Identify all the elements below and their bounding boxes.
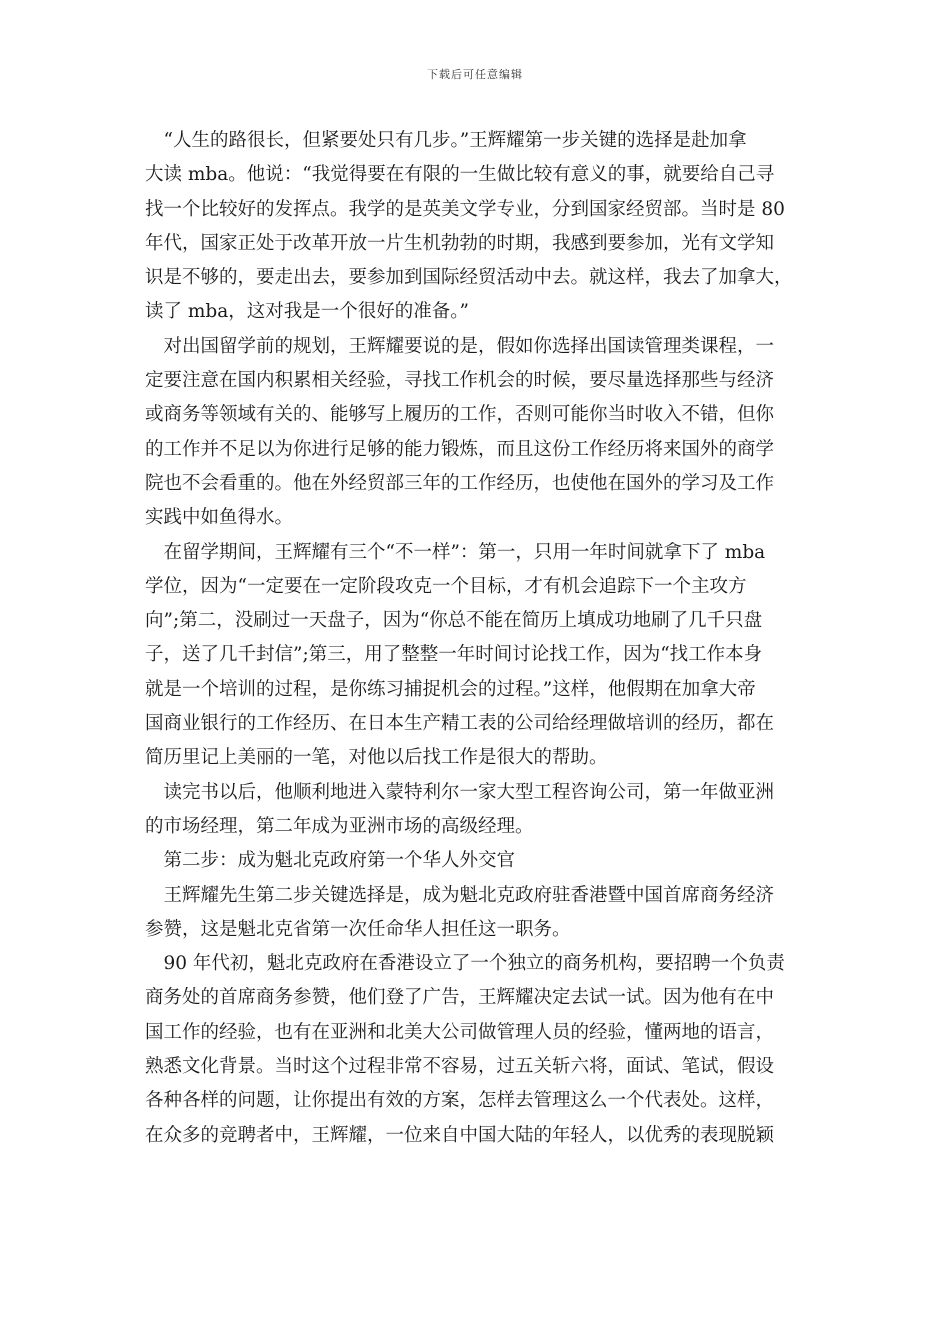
text-line: 就是一个培训的过程，是你练习捕捉机会的过程。”这样，他假期在加拿大帝 (145, 678, 756, 700)
text-line: 子，送了几千封信”;第三，用了整整一年时间讨论找工作，因为“找工作本身 (145, 644, 763, 666)
text-line: 学位，因为“一定要在一定阶段攻克一个目标，才有机会追踪下一个主攻方 (145, 575, 747, 597)
text-line: 第二步：成为魁北克政府第一个华人外交官 (145, 850, 516, 872)
text-line: 参赞，这是魁北克省第一次任命华人担任这一职务。 (145, 918, 571, 940)
text-line: 识是不够的，要走出去，要参加到国际经贸活动中去。就这样，我去了加拿大， (145, 267, 793, 289)
article-body (145, 124, 810, 1153)
text-line: 实践中如鱼得水。 (145, 507, 294, 529)
text-line: 在留学期间，王辉耀有三个“不一样”：第一，只用一年时间就拿下了 mba (145, 541, 766, 563)
text-line: 定要注意在国内积累相关经验，寻找工作机会的时候，要尽量选择那些与经济 (145, 370, 775, 392)
text-line: 读完书以后，他顺利地进入蒙特利尔一家大型工程咨询公司，第一年做亚洲 (145, 781, 775, 803)
text-line: 各种各样的问题，让你提出有效的方案，怎样去管理这么一个代表处。这样， (145, 1090, 775, 1112)
text-line: 商务处的首席商务参赞，他们登了广告，王辉耀决定去试一试。因为他有在中 (145, 987, 775, 1009)
text-line: 的工作并不足以为你进行足够的能力锻炼，而且这份工作经历将来国外的商学 (145, 438, 775, 460)
text-line: 在众多的竞聘者中，王辉耀，一位来自中国大陆的年轻人，以优秀的表现脱颖 (145, 1124, 775, 1146)
text-line: 90 年代初，魁北克政府在香港设立了一个独立的商务机构，要招聘一个负责 (145, 953, 785, 975)
text-line: 简历里记上美丽的一笔，对他以后找工作是很大的帮助。 (145, 747, 608, 769)
text-line: 国工作的经验，也有在亚洲和北美大公司做管理人员的经验，懂两地的语言， (145, 1021, 775, 1043)
text-line: 国商业银行的工作经历、在日本生产精工表的公司给经理做培训的经历，都在 (145, 713, 775, 735)
text-line: 大读 mba。他说：“我觉得要在有限的一生做比较有意义的事，就要给自己寻 (145, 164, 775, 186)
text-line: 年代，国家正处于改革开放一片生机勃勃的时期，我感到要参加，光有文学知 (145, 232, 775, 254)
text-line: 对出国留学前的规划，王辉耀要说的是，假如你选择出国读管理类课程，一 (145, 335, 775, 357)
text-line: 找一个比较好的发挥点。我学的是英美文学专业，分到国家经贸部。当时是 80 (145, 198, 785, 220)
text-line: 的市场经理，第二年成为亚洲市场的高级经理。 (145, 815, 534, 837)
text-line: 向”;第二，没刷过一天盘子，因为“你总不能在简历上填成功地刷了几千只盘 (145, 610, 763, 632)
text-line: “人生的路很长，但紧要处只有几步。”王辉耀第一步关键的选择是赴加拿 (145, 130, 747, 151)
text-line: 院也不会看重的。他在外经贸部三年的工作经历，也使他在国外的学习及工作 (145, 472, 775, 494)
text-line: 读了 mba，这对我是一个很好的准备。” (145, 301, 470, 323)
page-header: 下载后可任意编辑 (427, 68, 523, 81)
text-line: 王辉耀先生第二步关键选择是，成为魁北克政府驻香港暨中国首席商务经济 (145, 884, 775, 906)
text-line: 或商务等领域有关的、能够写上履历的工作，否则可能你当时收入不错，但你 (145, 404, 775, 426)
text-line: 熟悉文化背景。当时这个过程非常不容易，过五关斩六将，面试、笔试，假设 (145, 1056, 775, 1078)
